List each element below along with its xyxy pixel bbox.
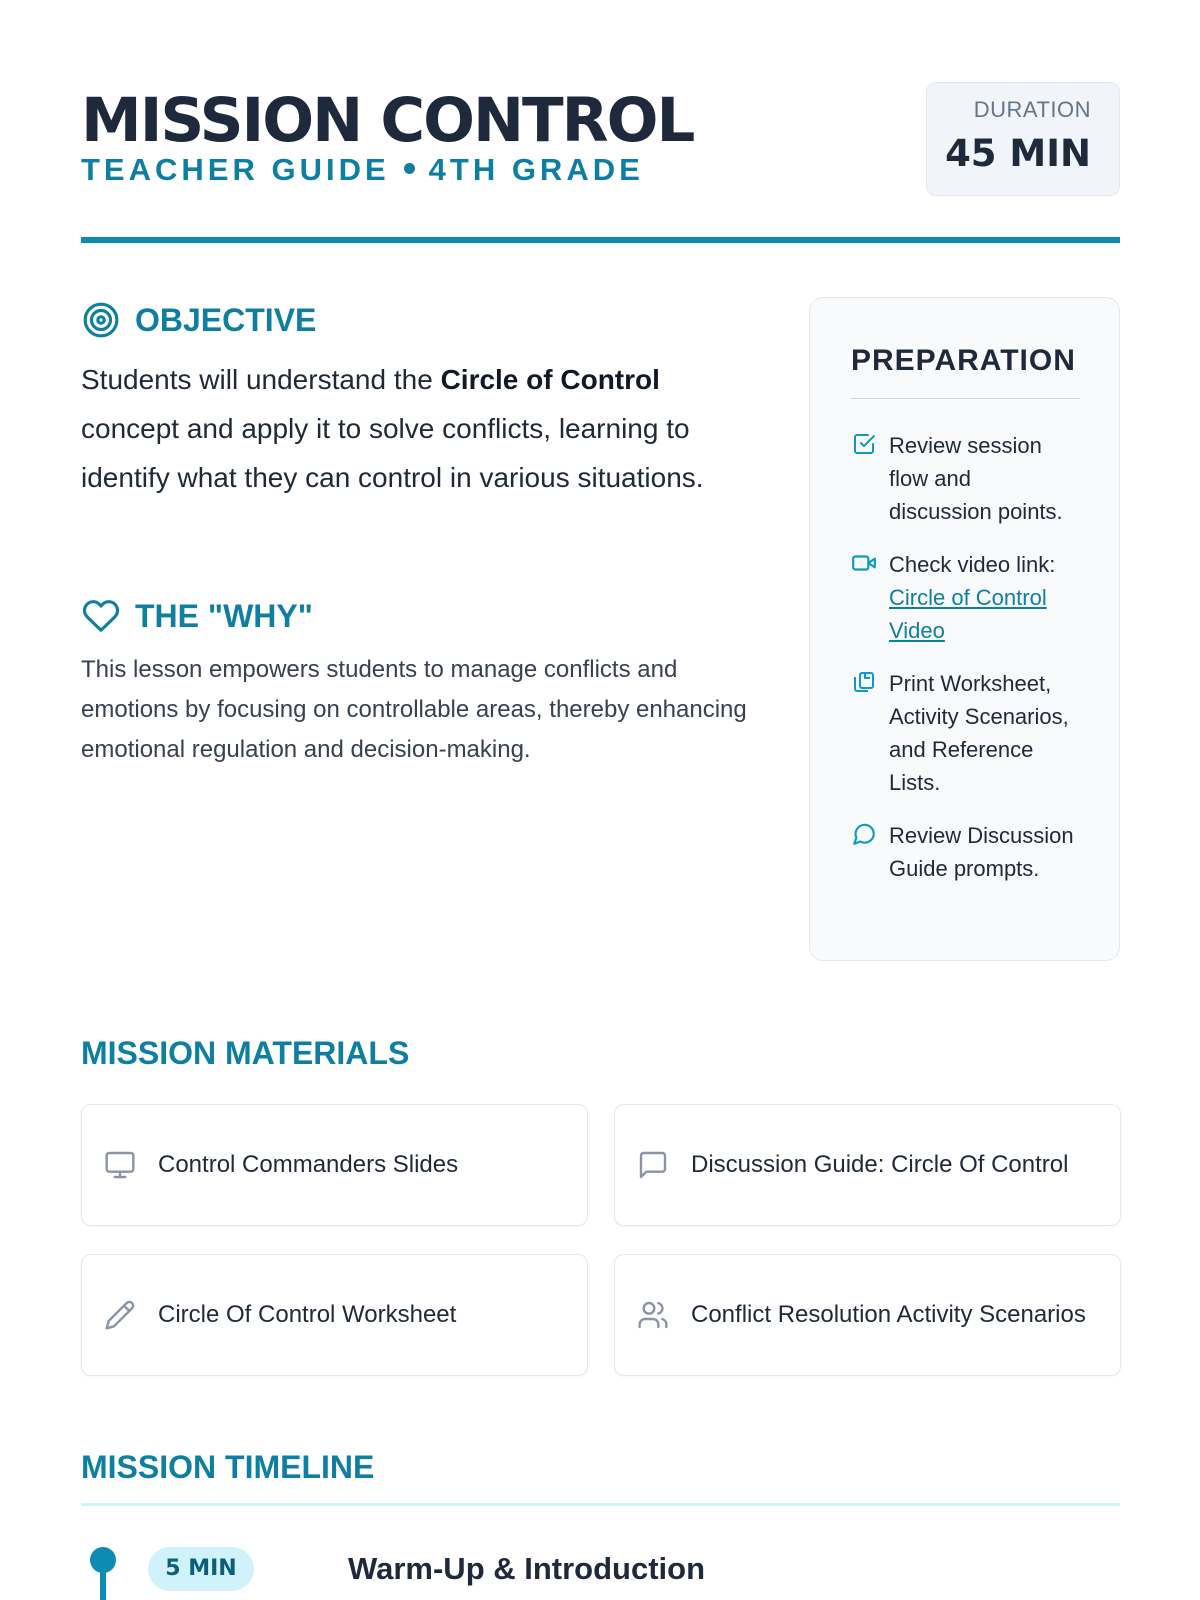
objective-text: [81, 355, 761, 502]
target-icon: [81, 300, 121, 340]
teacher-guide-page: [81, 0, 1120, 1600]
material-card-activity-scenarios[interactable]: [614, 1254, 1121, 1376]
monitor-icon: [104, 1149, 136, 1181]
preparation-title: PREPARATION: [851, 344, 1076, 377]
objective-heading: [81, 300, 316, 340]
preparation-list: [851, 429, 1079, 885]
preparation-item: [851, 429, 1079, 528]
objective-heading-label: OBJECTIVE: [135, 302, 317, 338]
preparation-item: [851, 548, 1079, 647]
timeline-heading: MISSION TIMELINE: [81, 1449, 375, 1485]
timeline-divider: [81, 1503, 1120, 1506]
material-card-slides[interactable]: [81, 1104, 588, 1226]
why-text: This lesson empowers students to manage conflicts and emotions by focusing on controllable areas, thereby enhancing emotional regulation and decision-making.: [81, 656, 747, 763]
duration-label: DURATION: [973, 97, 1091, 122]
duration-value: 45 MIN: [945, 132, 1091, 175]
material-card-worksheet[interactable]: [81, 1254, 588, 1376]
timeline-connector: [100, 1570, 106, 1600]
objective-text-start: Students will understand the: [81, 364, 441, 395]
header: [81, 80, 1120, 240]
preparation-item: [851, 819, 1079, 885]
materials-heading: MISSION MATERIALS: [81, 1035, 410, 1071]
video-icon: [851, 550, 877, 576]
page-subtitle: [81, 154, 644, 185]
material-label: Discussion Guide: Circle Of Control: [691, 1151, 1069, 1178]
preparation-item-text: Review Discussion Guide prompts.: [889, 823, 1074, 881]
material-label: Conflict Resolution Activity Scenarios: [691, 1301, 1086, 1328]
material-label: Control Commanders Slides: [158, 1151, 459, 1178]
checkbox-icon: [851, 431, 877, 457]
pencil-icon: [104, 1299, 136, 1331]
material-label: Circle Of Control Worksheet: [158, 1301, 457, 1328]
objective-key-concept: Circle of Control: [440, 364, 660, 395]
users-icon: [637, 1299, 669, 1331]
preparation-item-text-start: Check video link:: [889, 552, 1056, 577]
preparation-item: [851, 667, 1079, 799]
heart-icon: [81, 596, 121, 636]
header-divider: [81, 237, 1120, 243]
preparation-item-text: Print Worksheet, Activity Scenarios, and Reference Lists.: [889, 671, 1069, 795]
duration-badge: [926, 82, 1120, 196]
message-square-icon: [637, 1149, 669, 1181]
subtitle-grade: 4TH GRADE: [428, 152, 644, 187]
preparation-card: [809, 297, 1120, 961]
preparation-item-text: [889, 548, 1079, 647]
subtitle-guide-type: TEACHER GUIDE: [81, 152, 390, 187]
chat-bubble-icon: [851, 821, 877, 847]
copy-icon: [851, 669, 877, 695]
why-heading: [81, 596, 313, 636]
video-link[interactable]: Circle of Control Video: [889, 585, 1047, 643]
bullet-dot-icon: [404, 163, 415, 174]
page-title: MISSION CONTROL: [81, 85, 694, 156]
timeline-step-title: Warm-Up & Introduction: [348, 1551, 706, 1586]
material-card-discussion-guide[interactable]: [614, 1104, 1121, 1226]
preparation-item-text: Review session flow and discussion points.: [889, 433, 1063, 524]
why-heading-label: THE "WHY": [135, 598, 313, 634]
objective-text-end: concept and apply it to solve conflicts, learning to identify what they can control in various situations.: [81, 413, 704, 493]
timeline-duration-badge: 5 MIN: [148, 1547, 254, 1591]
preparation-divider: [851, 398, 1080, 399]
